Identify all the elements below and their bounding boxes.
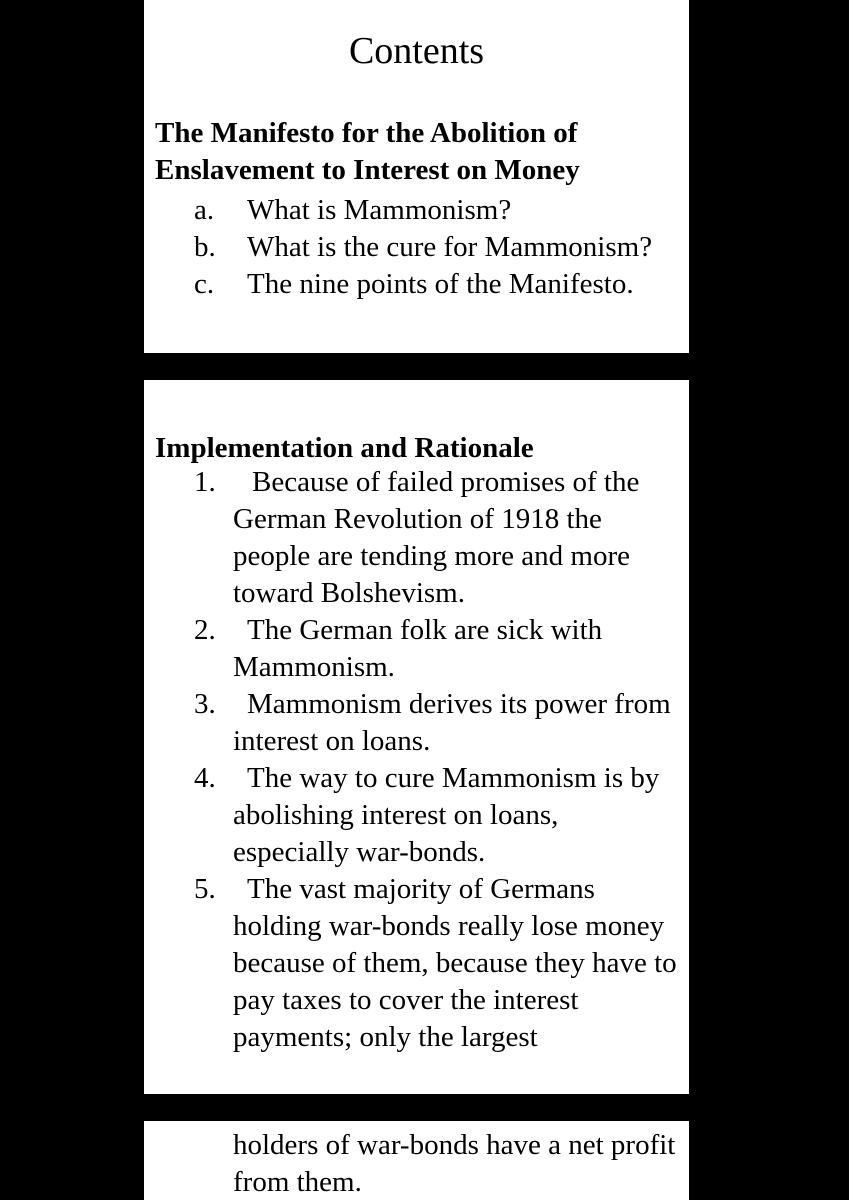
- list-item: [144, 192, 689, 229]
- page-3: [144, 1121, 689, 1200]
- list-item-text: The vast majority of Germans holding war-bonds really lose money because of them, because they have to pay taxes to cover the interest payments; only the largest: [233, 873, 677, 1053]
- list-item-continuation: [144, 1127, 689, 1200]
- list-item: [144, 612, 689, 686]
- contents-title: Contents: [348, 30, 485, 72]
- list-item: [144, 760, 689, 871]
- list-item: [144, 229, 689, 266]
- list-marker: 2.: [194, 614, 216, 646]
- list-marker: 1.: [194, 466, 216, 498]
- manifesto-subsection-list: [144, 192, 689, 303]
- list-item-text: Because of failed promises of the German Revolution of 1918 the people are tending more and more toward Bolshevism.: [233, 466, 640, 609]
- list-marker: a.: [194, 194, 215, 226]
- list-item: [144, 266, 689, 303]
- manifesto-heading-line-1: The Manifesto for the Abolition of: [155, 117, 578, 149]
- list-marker: 3.: [194, 688, 216, 720]
- page-2: [144, 380, 689, 1094]
- list-item: [144, 871, 689, 1056]
- list-item: [144, 686, 689, 760]
- list-item-text: The nine points of the Manifesto.: [247, 268, 634, 300]
- rationale-list: [144, 464, 689, 1056]
- implementation-heading: Implementation and Rationale: [155, 432, 534, 464]
- page-1: [144, 0, 689, 353]
- list-marker: 5.: [194, 873, 216, 905]
- list-marker: 4.: [194, 762, 216, 794]
- list-item-text: The German folk are sick with Mammonism.: [233, 614, 603, 683]
- rationale-list-continued: [144, 1127, 689, 1200]
- list-item-text: holders of war-bonds have a net profit from them.: [233, 1129, 676, 1198]
- manifesto-heading-line-2: Enslavement to Interest on Money: [155, 154, 580, 186]
- list-item-text: What is Mammonism?: [247, 194, 512, 226]
- list-item-text: The way to cure Mammonism is by abolishing interest on loans, especially war-bonds.: [233, 762, 660, 868]
- manifesto-heading: [155, 115, 580, 189]
- list-item-text: What is the cure for Mammonism?: [247, 231, 653, 263]
- list-marker: c.: [194, 268, 215, 300]
- list-item: [144, 464, 689, 612]
- list-item-text: Mammonism derives its power from interest on loans.: [233, 688, 671, 757]
- list-marker: b.: [194, 231, 216, 263]
